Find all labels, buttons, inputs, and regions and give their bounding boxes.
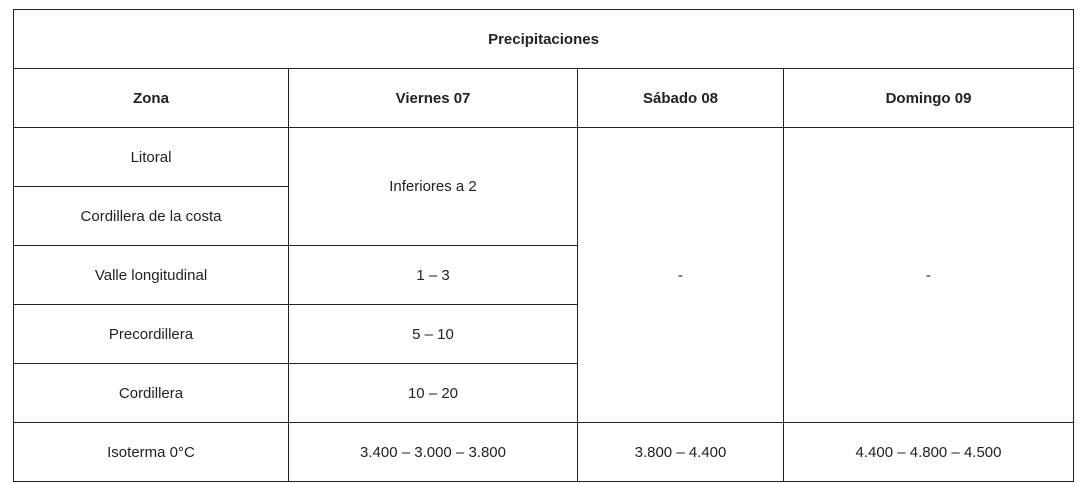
viernes-cordillera: 10 – 20	[289, 364, 578, 423]
zone-valle: Valle longitudinal	[14, 246, 289, 305]
sabado-value: -	[578, 128, 784, 423]
zone-litoral: Litoral	[14, 128, 289, 187]
isoterma-domingo: 4.400 – 4.800 – 4.500	[784, 423, 1074, 482]
zone-cordillera: Cordillera	[14, 364, 289, 423]
table-title: Precipitaciones	[14, 10, 1074, 69]
isoterma-viernes: 3.400 – 3.000 – 3.800	[289, 423, 578, 482]
zone-precordillera: Precordillera	[14, 305, 289, 364]
header-zona: Zona	[14, 69, 289, 128]
precipitation-table	[13, 9, 1074, 482]
header-viernes: Viernes 07	[289, 69, 578, 128]
isoterma-label: Isoterma 0°C	[14, 423, 289, 482]
viernes-valle: 1 – 3	[289, 246, 578, 305]
header-sabado: Sábado 08	[578, 69, 784, 128]
isoterma-sabado: 3.800 – 4.400	[578, 423, 784, 482]
table-row	[14, 128, 1074, 187]
isoterma-row	[14, 423, 1074, 482]
header-domingo: Domingo 09	[784, 69, 1074, 128]
domingo-value: -	[784, 128, 1074, 423]
title-row	[14, 10, 1074, 69]
viernes-litoral-costa: Inferiores a 2	[289, 128, 578, 246]
viernes-precordillera: 5 – 10	[289, 305, 578, 364]
header-row	[14, 69, 1074, 128]
zone-cordillera-costa: Cordillera de la costa	[14, 187, 289, 246]
